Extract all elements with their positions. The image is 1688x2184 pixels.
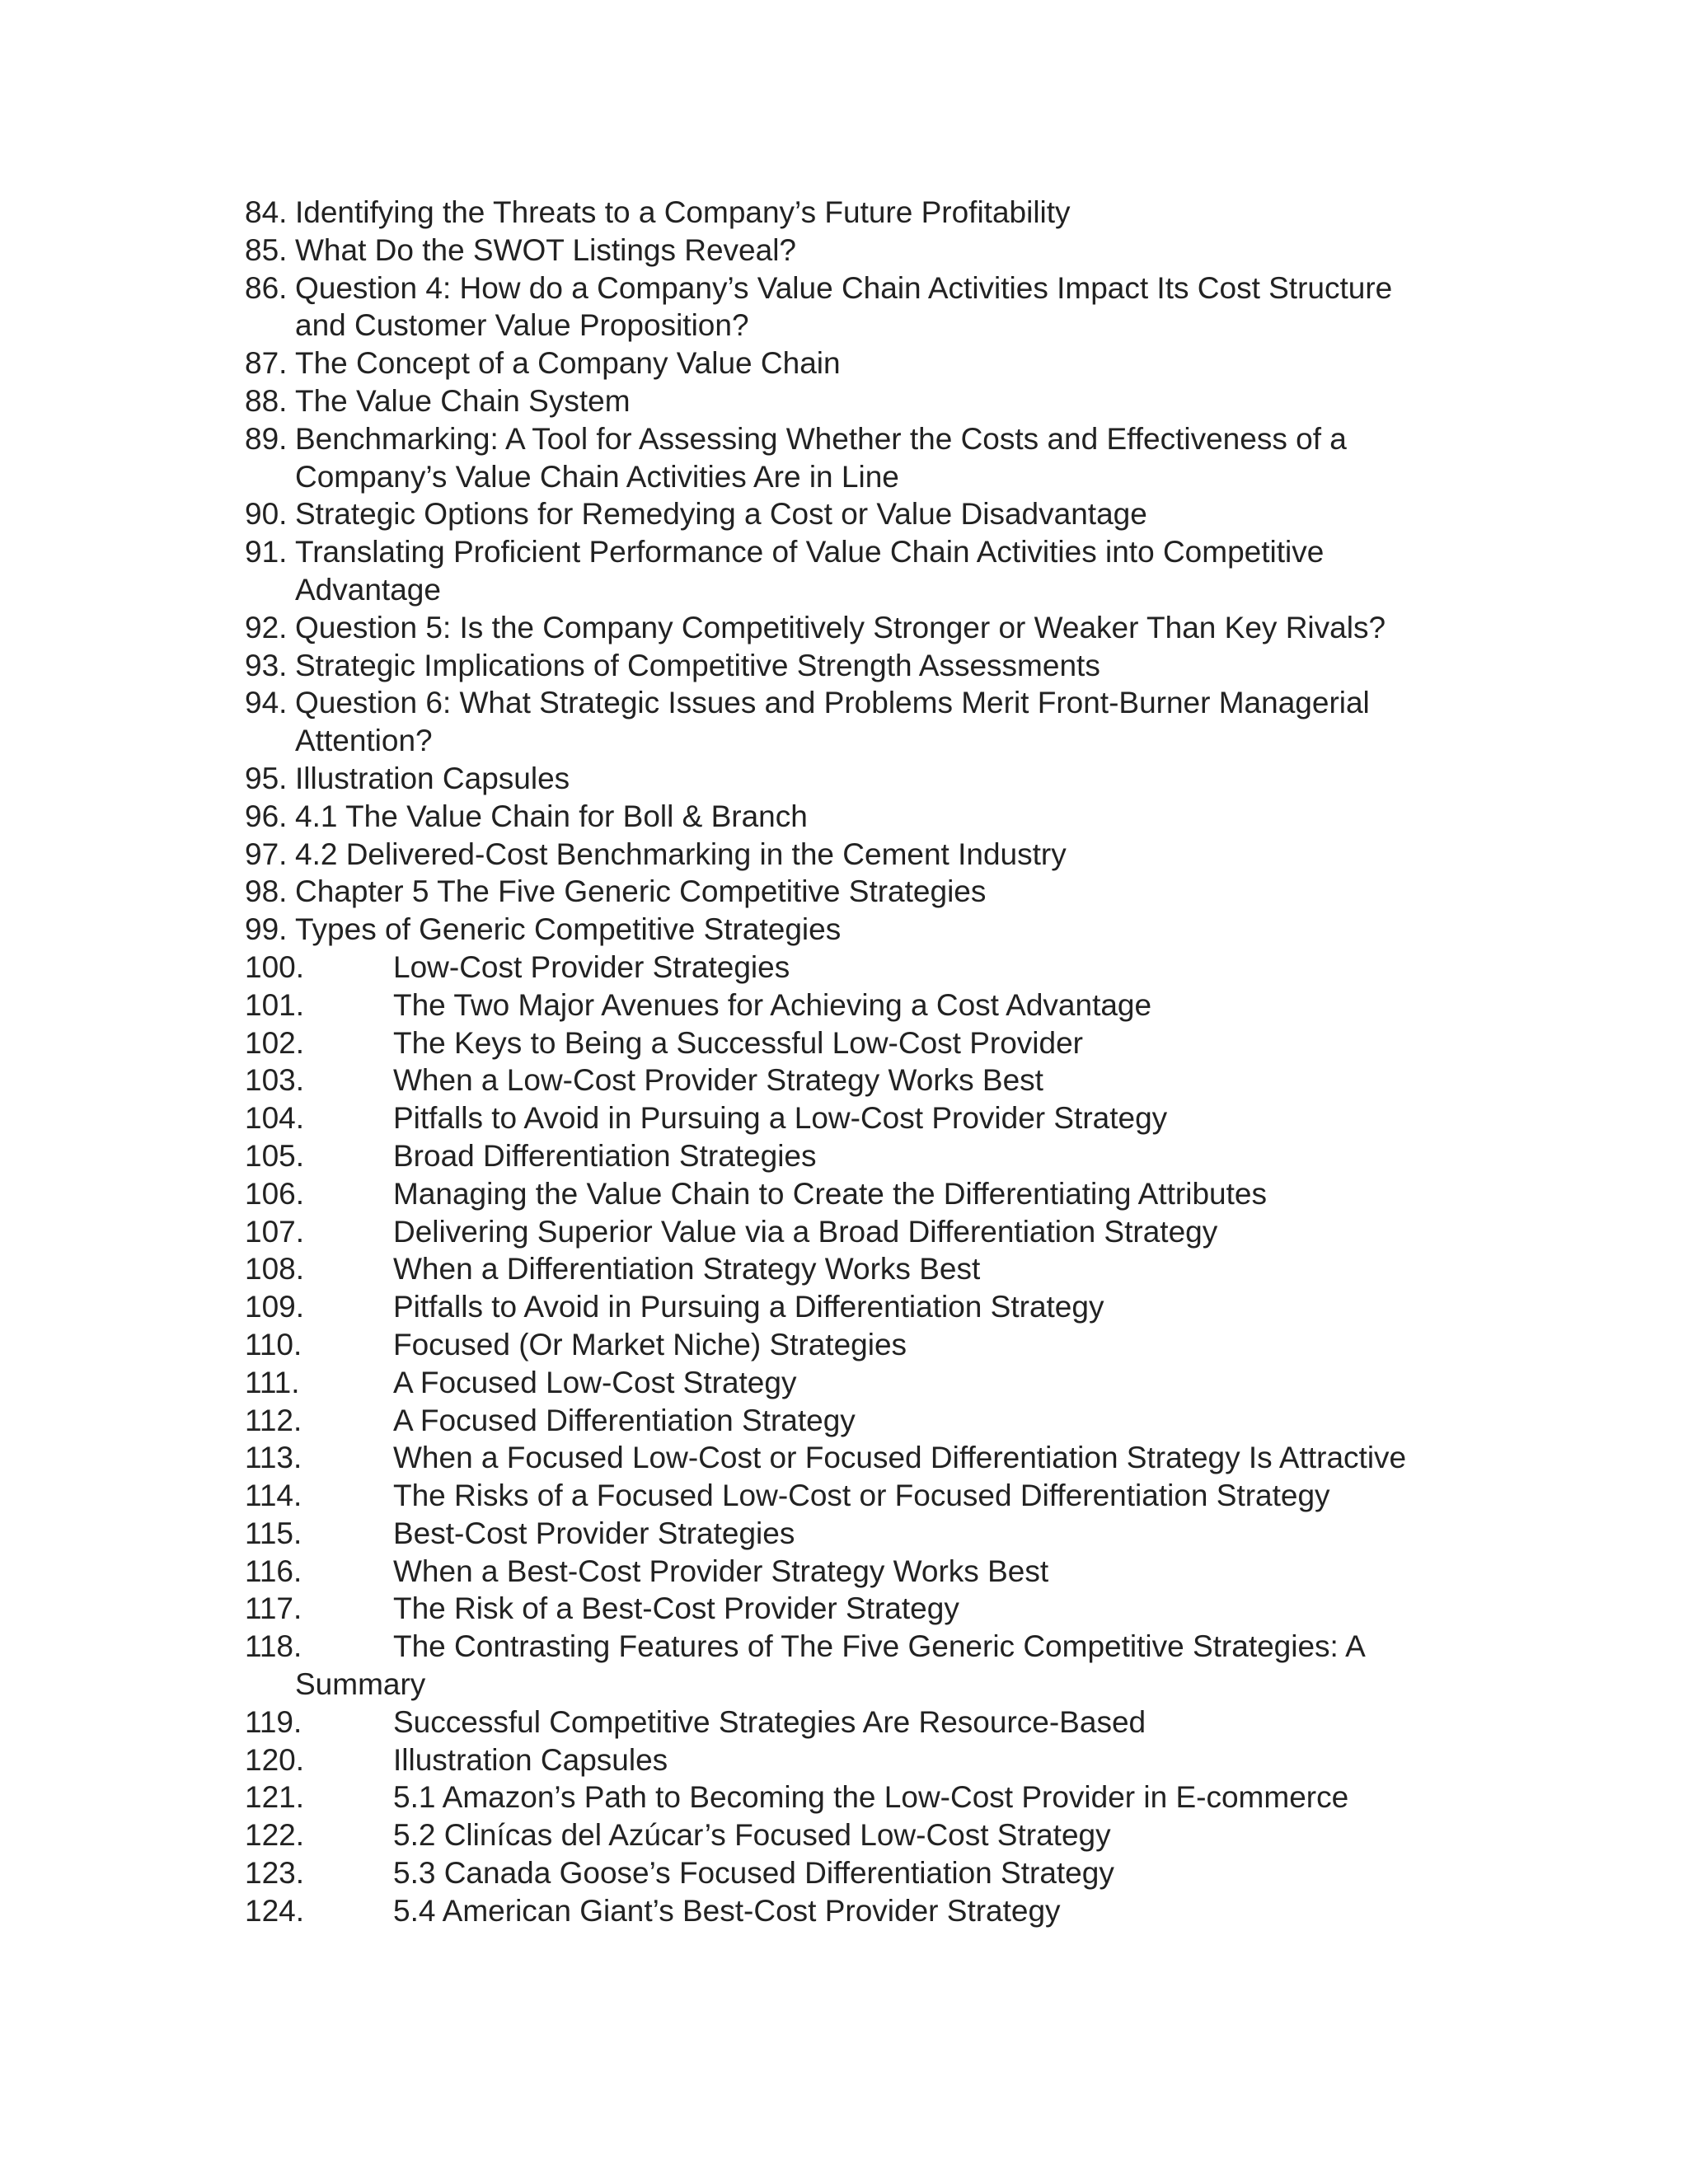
- toc-item-number: 92.: [245, 610, 288, 644]
- toc-item-number: 93.: [245, 648, 288, 682]
- toc-item: [0, 1024, 1688, 1062]
- toc-item-number: 114.: [245, 1479, 302, 1513]
- toc-item-text: Question 6: What Strategic Issues and Problems Merit Front-Burner Managerial Attention?: [295, 686, 1370, 758]
- toc-item: [0, 987, 1688, 1024]
- toc-item-text: A Focused Low-Cost Strategy: [393, 1365, 797, 1399]
- toc-item: [0, 949, 1688, 987]
- toc-item-number: 95.: [245, 761, 288, 795]
- toc-item: [0, 1364, 1688, 1402]
- toc-item-number: 102.: [245, 1025, 305, 1060]
- toc-item: [0, 1213, 1688, 1251]
- toc-item-text: What Do the SWOT Listings Reveal?: [295, 232, 797, 267]
- toc-item: [0, 1816, 1688, 1854]
- toc-item-number: 87.: [245, 346, 288, 381]
- toc-item-text: 4.2 Delivered-Cost Benchmarking in the Cement Industry: [295, 837, 1067, 871]
- toc-item: [0, 533, 1688, 609]
- toc-item-text: 5.4 American Giant’s Best-Cost Provider Strategy: [393, 1893, 1061, 1928]
- toc-item-number: 108.: [245, 1252, 305, 1286]
- toc-item-number: 110.: [245, 1327, 302, 1361]
- toc-item-number: 117.: [245, 1591, 302, 1626]
- toc-item: [0, 684, 1688, 760]
- toc-item-text: The Value Chain System: [295, 383, 631, 418]
- toc-item-number: 88.: [245, 383, 288, 418]
- toc-item: [0, 269, 1688, 345]
- toc-item-text: 5.2 Clinícas del Azúcar’s Focused Low-Cost Strategy: [393, 1818, 1111, 1853]
- toc-item-text: Delivering Superior Value via a Broad Differentiation Strategy: [393, 1214, 1218, 1249]
- toc-item-number: 101.: [245, 987, 305, 1022]
- toc-item-text: Question 5: Is the Company Competitively Stronger or Weaker Than Key Rivals?: [295, 610, 1386, 644]
- toc-item-text: Managing the Value Chain to Create the Differentiating Attributes: [393, 1176, 1267, 1211]
- toc-item: [0, 1288, 1688, 1326]
- toc-item: [0, 1704, 1688, 1741]
- toc-item: [0, 647, 1688, 685]
- toc-item: [0, 1553, 1688, 1591]
- toc-item: [0, 1854, 1688, 1892]
- toc-item: [0, 836, 1688, 874]
- toc-item: [0, 420, 1688, 496]
- toc-item-text: When a Focused Low-Cost or Focused Differentiation Strategy Is Attractive: [393, 1441, 1407, 1475]
- toc-item: [0, 911, 1688, 949]
- toc-item-text: Benchmarking: A Tool for Assessing Whether the Costs and Effectiveness of a Company’s Value Chain Activities Are in Line: [295, 421, 1347, 494]
- toc-item: [0, 1515, 1688, 1553]
- toc-item-number: 107.: [245, 1214, 305, 1249]
- toc-item-number: 99.: [245, 912, 288, 947]
- toc-item: [0, 1892, 1688, 1930]
- toc-item-text: Illustration Capsules: [295, 761, 570, 795]
- toc-item-number: 96.: [245, 799, 288, 833]
- toc-item-number: 100.: [245, 949, 305, 984]
- toc-item-text: Illustration Capsules: [393, 1742, 668, 1777]
- toc-item-text: Low-Cost Provider Strategies: [393, 949, 790, 984]
- toc-item-text: The Contrasting Features of The Five Generic Competitive Strategies: A Summary: [295, 1629, 1364, 1702]
- toc-item-text: Pitfalls to Avoid in Pursuing a Low-Cost Provider Strategy: [393, 1101, 1168, 1136]
- toc-item: [0, 1062, 1688, 1099]
- toc-item-text: 5.1 Amazon’s Path to Becoming the Low-Cost Provider in E-commerce: [393, 1780, 1349, 1815]
- toc-item-text: Question 4: How do a Company’s Value Chain Activities Impact Its Cost Structure and Customer Value Proposition?: [295, 270, 1393, 343]
- toc-item-text: When a Low-Cost Provider Strategy Works Best: [393, 1063, 1043, 1098]
- toc-item-text: 5.3 Canada Goose’s Focused Differentiation Strategy: [393, 1856, 1114, 1891]
- toc-item: [0, 344, 1688, 382]
- toc-item-text: When a Differentiation Strategy Works Best: [393, 1252, 981, 1286]
- toc-item-number: 109.: [245, 1290, 305, 1324]
- toc-item-number: 119.: [245, 1704, 302, 1739]
- toc-item-text: Strategic Options for Remedying a Cost or Value Disadvantage: [295, 497, 1147, 532]
- toc-item-number: 106.: [245, 1176, 305, 1211]
- toc-item-number: 122.: [245, 1818, 305, 1853]
- toc-item: [0, 1477, 1688, 1515]
- toc-item-text: Translating Proficient Performance of Value Chain Activities into Competitive Advantage: [295, 535, 1325, 607]
- toc-item-number: 91.: [245, 535, 288, 569]
- toc-item-number: 105.: [245, 1138, 305, 1173]
- toc-item: [0, 1175, 1688, 1213]
- toc-item-number: 85.: [245, 232, 288, 267]
- toc-item-text: The Risk of a Best-Cost Provider Strategy: [393, 1591, 959, 1626]
- toc-item-number: 97.: [245, 837, 288, 871]
- toc-item-text: Types of Generic Competitive Strategies: [295, 912, 842, 947]
- toc-item-text: Pitfalls to Avoid in Pursuing a Differentiation Strategy: [393, 1290, 1104, 1324]
- toc-item: [0, 873, 1688, 911]
- toc-item: [0, 382, 1688, 420]
- toc-item: [0, 1628, 1688, 1704]
- toc-item-text: Identifying the Threats to a Company’s Future Profitability: [295, 195, 1071, 229]
- table-of-contents: [0, 194, 1688, 1930]
- toc-item-text: Focused (Or Market Niche) Strategies: [393, 1327, 907, 1361]
- toc-item-number: 124.: [245, 1893, 305, 1928]
- toc-item-number: 115.: [245, 1516, 302, 1550]
- toc-item: [0, 1137, 1688, 1175]
- toc-item-number: 104.: [245, 1101, 305, 1136]
- toc-item: [0, 194, 1688, 232]
- toc-item-text: The Concept of a Company Value Chain: [295, 346, 841, 381]
- toc-item-number: 118.: [245, 1629, 302, 1664]
- toc-item-number: 120.: [245, 1742, 305, 1777]
- toc-item: [0, 760, 1688, 798]
- toc-item: [0, 609, 1688, 647]
- toc-item-number: 94.: [245, 686, 288, 720]
- toc-item: [0, 1099, 1688, 1137]
- toc-item-number: 123.: [245, 1856, 305, 1891]
- toc-item-number: 86.: [245, 270, 288, 305]
- toc-item-number: 98.: [245, 874, 288, 909]
- toc-item: [0, 1439, 1688, 1477]
- toc-item-number: 112.: [245, 1403, 302, 1437]
- toc-item-text: Strategic Implications of Competitive Strength Assessments: [295, 648, 1100, 682]
- toc-item: [0, 1590, 1688, 1628]
- toc-item-text: Successful Competitive Strategies Are Resource-Based: [393, 1704, 1146, 1739]
- toc-item-number: 111.: [245, 1365, 300, 1399]
- toc-item-text: The Risks of a Focused Low-Cost or Focused Differentiation Strategy: [393, 1479, 1330, 1513]
- toc-item-number: 84.: [245, 195, 288, 229]
- toc-item-number: 90.: [245, 497, 288, 532]
- toc-item: [0, 232, 1688, 269]
- toc-item: [0, 1250, 1688, 1288]
- toc-item: [0, 1779, 1688, 1816]
- toc-item-text: When a Best-Cost Provider Strategy Works Best: [393, 1554, 1049, 1588]
- toc-item: [0, 1326, 1688, 1364]
- toc-item-text: Chapter 5 The Five Generic Competitive Strategies: [295, 874, 987, 909]
- toc-item-number: 103.: [245, 1063, 305, 1098]
- toc-item-number: 113.: [245, 1441, 302, 1475]
- toc-item: [0, 1402, 1688, 1440]
- toc-item-number: 121.: [245, 1780, 305, 1815]
- toc-item: [0, 495, 1688, 533]
- toc-item-text: 4.1 The Value Chain for Boll & Branch: [295, 799, 808, 833]
- toc-item-text: Broad Differentiation Strategies: [393, 1138, 817, 1173]
- toc-item-text: The Keys to Being a Successful Low-Cost Provider: [393, 1025, 1083, 1060]
- toc-item-text: The Two Major Avenues for Achieving a Cost Advantage: [393, 987, 1152, 1022]
- toc-item-text: A Focused Differentiation Strategy: [393, 1403, 856, 1437]
- toc-item: [0, 1741, 1688, 1779]
- toc-item-number: 89.: [245, 421, 288, 456]
- toc-item-number: 116.: [245, 1554, 302, 1588]
- toc-item-text: Best-Cost Provider Strategies: [393, 1516, 795, 1550]
- toc-item: [0, 798, 1688, 836]
